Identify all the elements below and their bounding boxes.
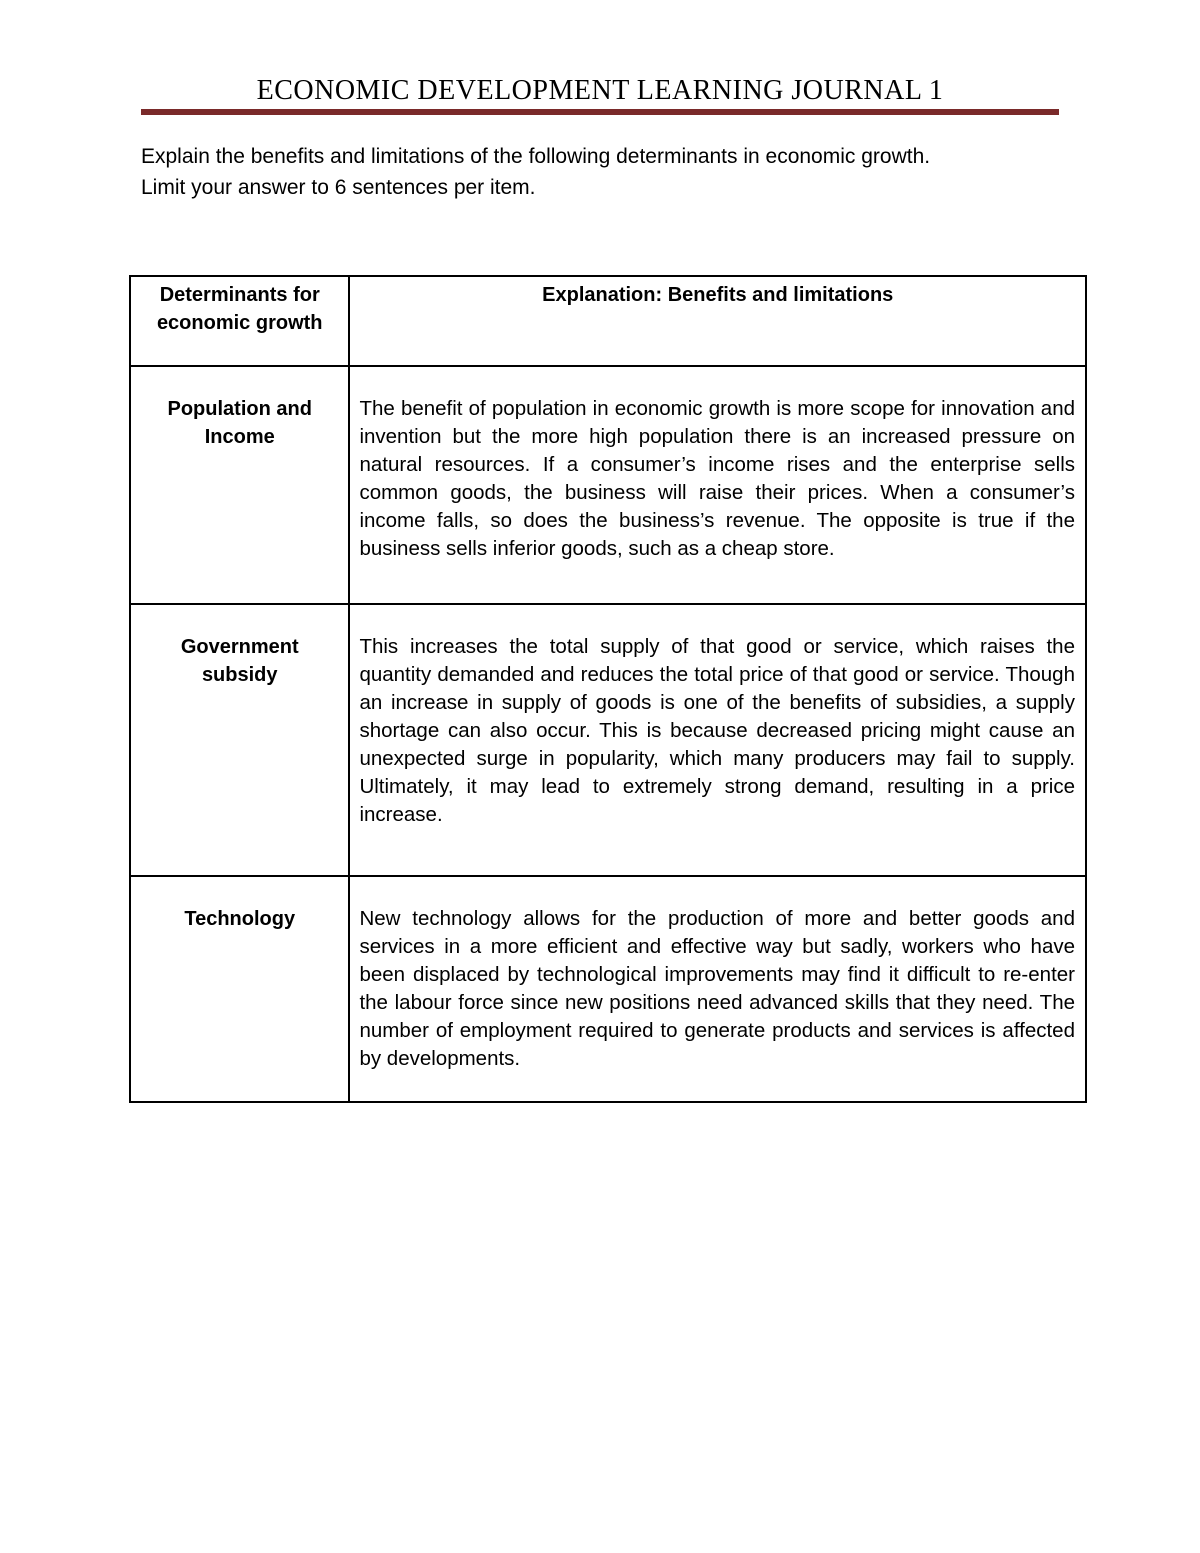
- explanation-text: The benefit of population in economic growth is more scope for innovation and invention but the more high population there is an increased pressure on natural resources. If a consumer’s income rises and the enterprise sells common goods, the business will raise their prices. When a consumer’s income falls, so does the business’s revenue. The opposite is true if the business sells inferior goods, such as a cheap store.: [359, 397, 1075, 560]
- explanation-text: This increases the total supply of that good or service, which raises the quantity demanded and reduces the total price of that good or service. Though an increase in supply of goods is one of the benefits of subsidies, a supply shortage can also occur. This is because decreased pricing might cause an unexpected surge in popularity, which many producers may fail to supply. Ultimately, it may lead to extremely strong demand, resulting in a price increase.: [359, 635, 1075, 826]
- explanation-text: New technology allows for the production of more and better goods and services in a more efficient and effective way but sadly, workers who have been displaced by technological improvements may find it difficult to re-enter the labour force since new positions need advanced skills that they need. The number of employment required to generate products and services is affected by developments.: [359, 907, 1075, 1070]
- determinant-label: Government subsidy: [180, 636, 299, 686]
- instruction-line-2: Limit your answer to 6 sentences per item.: [141, 176, 536, 199]
- determinants-table: [129, 275, 1087, 1103]
- cell-determinant: [130, 876, 349, 1102]
- header-determinants: [130, 276, 349, 366]
- cell-determinant: [130, 366, 349, 604]
- instruction-line-1: Explain the benefits and limitations of the following determinants in economic growth.: [141, 145, 931, 168]
- cell-explanation: [349, 366, 1086, 604]
- determinant-label: Technology: [184, 908, 296, 930]
- title-rule: [141, 109, 1059, 115]
- table-row-government: [130, 604, 1086, 876]
- instructions: [141, 141, 1081, 203]
- header-explanation-label: Explanation: Benefits and limitations: [542, 284, 894, 306]
- cell-explanation: [349, 876, 1086, 1102]
- header-explanation: [349, 276, 1086, 366]
- table-header-row: [130, 276, 1086, 366]
- page-title: ECONOMIC DEVELOPMENT LEARNING JOURNAL 1: [256, 75, 944, 106]
- table-row-population: [130, 366, 1086, 604]
- table-row-technology: [130, 876, 1086, 1102]
- header-determinants-label: Determinants for economic growth: [156, 284, 323, 334]
- determinant-label: Population and Income: [167, 398, 312, 448]
- cell-determinant: [130, 604, 349, 876]
- cell-explanation: [349, 604, 1086, 876]
